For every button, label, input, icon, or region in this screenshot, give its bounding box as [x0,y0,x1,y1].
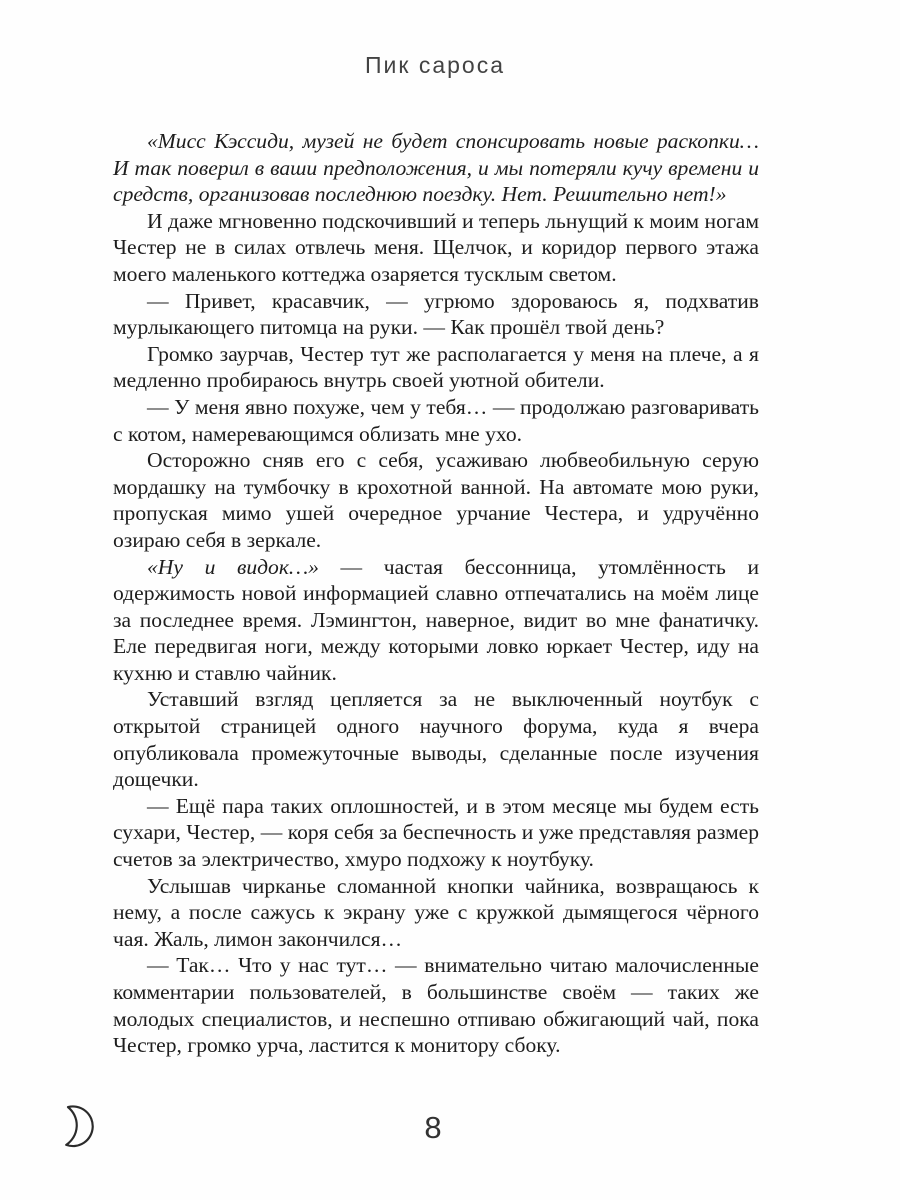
paragraph: Осторожно сняв его с себя, усаживаю любвеобильную серую мордашку на тумбочку в крохотной ванной. На автомате мою руки, пропуская мимо ушей очередное урчание Честера, и удручённо озираю себя в зеркале. [113,448,759,552]
page-number: 8 [424,1110,442,1145]
paragraph: — У меня явно похуже, чем у тебя… — продолжаю разговаривать с котом, намеревающимся облизать мне ухо. [113,394,759,446]
paragraph-lead-italic: «Ну и видок…» [147,554,319,579]
text-block [113,128,759,1059]
paragraph: Услышав чирканье сломанной кнопки чайника, возвращаюсь к нему, а после сажусь к экрану уже с кружкой дымящегося чёрного чая. Жаль, лимон закончился… [113,873,759,951]
paragraph: — Так… Что у нас тут… — внимательно читаю малочисленные комментарии пользователей, в большинстве своём — таких же молодых специалистов, и неспешно отпиваю обжигающий чай, пока Честер, громко урча, ластится к монитору сбоку. [113,953,759,1058]
paragraph: Уставший взгляд цепляется за не выключенный ноутбук с открытой страницей одного научного форума, куда я вчера опубликовала промежуточные выводы, сделанные после изучения дощечки. [113,687,759,792]
running-head-title: Пик сароса [365,52,505,78]
paragraph: — Ещё пара таких оплошностей, и в этом месяце мы будем есть сухари, Честер, — коря себя за беспечность и уже представляя размер счетов за электричество, хмуро подхожу к ноутбуку. [113,793,759,872]
paragraph: Громко заурчав, Честер тут же располагается у меня на плече, а я медленно пробираюсь внутрь своей уютной обители. [113,341,759,393]
paragraph: «Мисс Кэссиди, музей не будет спонсировать новые раскопки… И так поверил в ваши предположения, и мы потеряли кучу времени и средств, организовав последнюю поездку. Нет. Решительно нет!» [113,129,759,207]
paragraph: — Привет, красавчик, — угрюмо здороваюсь я, подхватив мурлыкающего питомца на руки. — Как прошёл твой день? [113,288,759,340]
paragraph: И даже мгновенно подскочивший и теперь льнущий к моим ногам Честер не в силах отвлечь меня. Щелчок, и коридор первого этажа моего маленького коттеджа озаряется тусклым светом. [113,208,759,286]
paragraph: «Ну и видок…» — частая бессонница, утомлённость и одержимость новой информацией славно отпечатались на моём лице за последнее время. Лэмингтон, наверное, видит во мне фанатичку. Еле передвигая ноги, между которыми ловко юркает Честер, иду на кухню и ставлю чайник. [113,554,759,685]
